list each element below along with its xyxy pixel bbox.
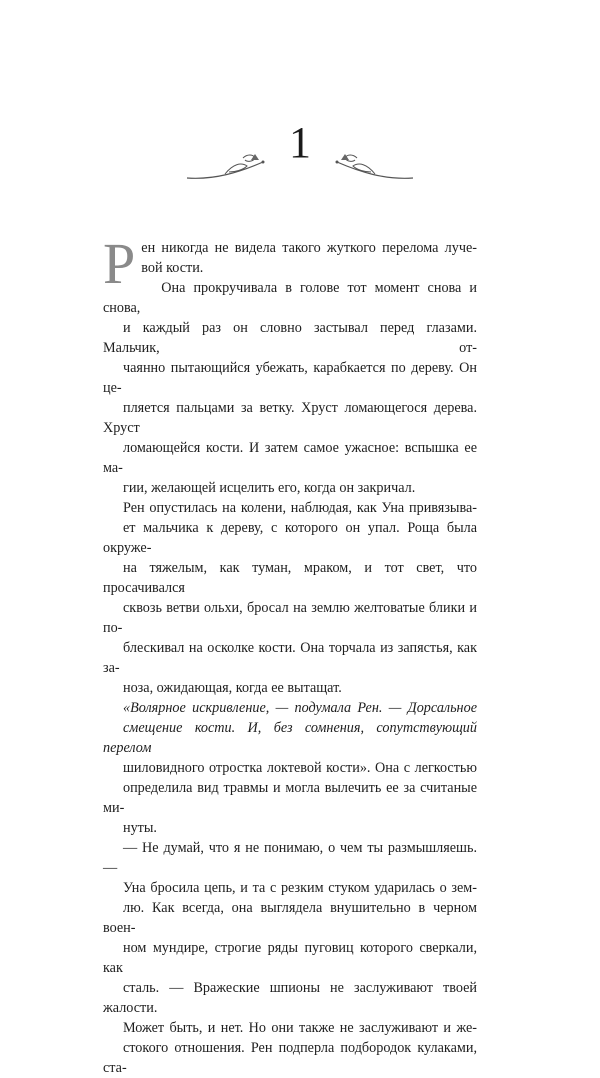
text-line: Она прокручивала в голове тот момент снова и снова, [103,280,477,316]
text-line: ен никогда не видела такого жуткого перелома луче- [141,240,477,256]
text-line: ет мальчика к дереву, с которого он упал. Роща была окруже- [103,520,477,556]
paragraph-3 [103,498,477,698]
text-line: ном мундире, строгие ряды пуговиц которого сверкали, как [103,940,477,976]
text-line: смещение кости. И, без сомнения, сопутствующий перелом [103,720,477,756]
text-line: Рен опустилась на колени, наблюдая, как Уна привязыва- [123,500,477,516]
text-line: «Волярное искривление, — подумала Рен. — Дорсальное [123,700,477,716]
text-line: на тяжелым, как туман, мраком, и тот свет, что просачивался [103,560,477,596]
paragraph-2 [103,278,477,498]
text-line: ноза, ожидающая, когда ее вытащат. [123,680,342,696]
drop-cap: Р [103,231,136,296]
text-line: пляется пальцами за ветку. Хруст ломающегося дерева. Хруст [103,400,477,436]
text-line: и каждый раз он словно застывал перед глазами. Мальчик, от- [103,320,477,356]
text-line: ломающейся кости. И затем самое ужасное: вспышка ее ма- [103,440,477,476]
decorative-swash-divider-icon [185,150,415,186]
paragraph-1 [103,231,477,296]
text-line: Может быть, и нет. Но они также не заслуживают и же- [123,1020,477,1036]
paragraph-6 [103,1018,477,1078]
text-line: блескивал на осколке кости. Она торчала из запястья, как за- [103,640,477,676]
paragraph-4 [103,698,477,838]
text-line: стокого отношения. Рен подперла подбородок кулаками, ста- [103,1040,477,1076]
text-line: чаянно пытающийся убежать, карабкается по дереву. Он це- [103,360,477,396]
text-line: лю. Как всегда, она выглядела внушительно в черном воен- [103,900,477,936]
text-line: гии, желающей исцелить его, когда он закричал. [123,480,416,496]
text-line: сквозь ветви ольхи, бросал на землю желтоватые блики и по- [103,600,477,636]
text-line: вой кости. [141,260,204,276]
chapter-body-text [103,231,477,1078]
text-line: — Не думай, что я не понимаю, о чем ты размышляешь. — [103,840,477,876]
text-line: шиловидного отростка локтевой кости». Она с легкостью [123,760,477,776]
text-line: Уна бросила цепь, и та с резким стуком ударилась о зем- [123,880,477,896]
text-line: определила вид травмы и могла вылечить ее за считаные ми- [103,780,477,816]
chapter-number: 1 [289,118,311,167]
text-line: сталь. — Вражеские шпионы не заслуживают твоей жалости. [103,980,477,1016]
paragraph-5 [103,838,477,1018]
text-line: нуты. [123,820,157,836]
